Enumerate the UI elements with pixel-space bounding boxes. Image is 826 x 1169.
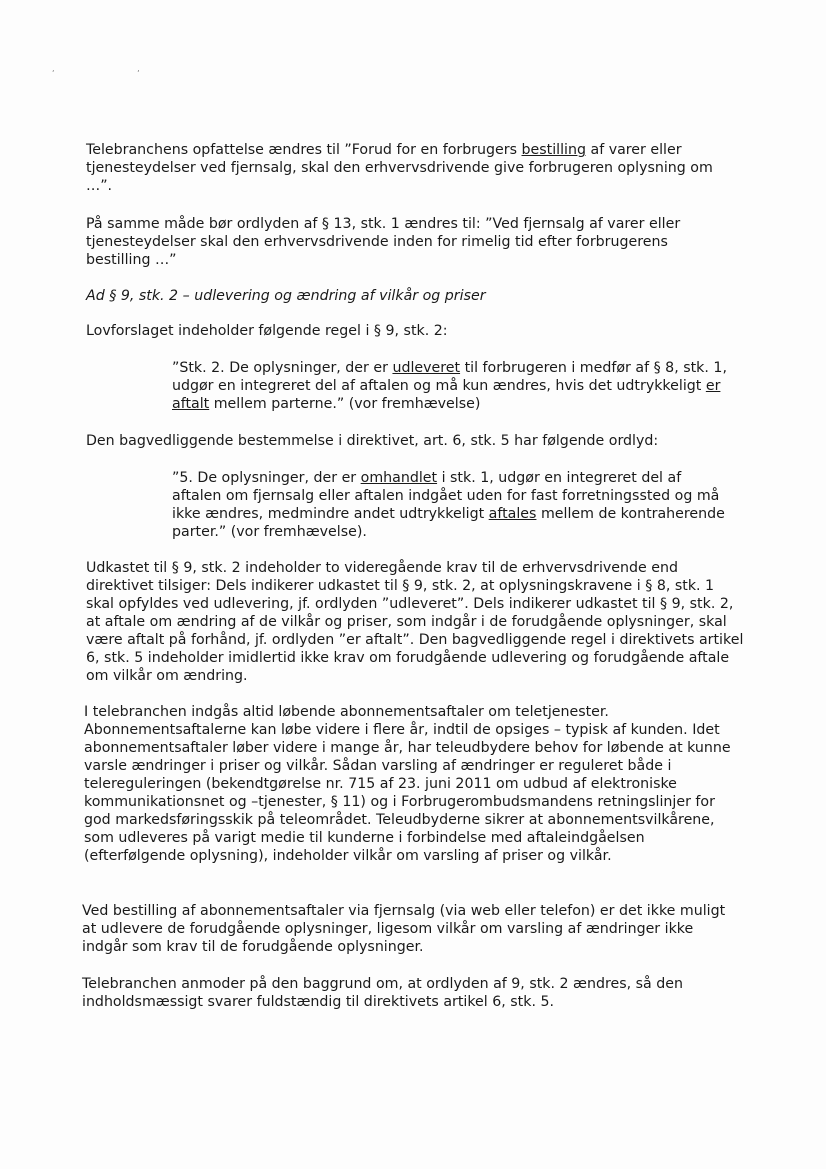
paragraph-anmodning: Telebranchen anmoder på den baggrund om, at ordlyden af 9, stk. 2 ændres, så den indholdsmæssigt svarer fuldstændig til direktivets artikel 6, stk. 5. — [82, 976, 683, 1010]
section-heading: Ad § 9, stk. 2 – udlevering og ændring af vilkår og priser — [86, 288, 486, 304]
quote-stk-2 — [172, 359, 727, 413]
text-run: ”5. De oplysninger, der er — [172, 470, 361, 486]
paragraph-udkastet: Udkastet til § 9, stk. 2 indeholder to videregående krav til de erhvervsdrivende end direktivet tilsiger: Dels indikerer udkastet til § 9, stk. 2, at oplysningskravene i § 8, stk. 1 skal opfyldes ved udlevering, jf. ordlyden ”udleveret”. Dels indikerer udkastet til § 9, stk. 2, at aftale om ændring af de vilkår og priser, som indgår i de forudgående oplysninger, skal være aftalt på forhånd, jf. ordlyden ”er aftalt”. Den bagvedliggende regel i direktivets artikel 6, stk. 5 indeholder imidlertid ikke krav om forudgående udlevering og forudgående aftale om vilkår om ændring. — [86, 560, 744, 684]
quote-art-6-stk-5 — [172, 469, 727, 541]
text-run: af varer eller tjenesteydelser ved fjernsalg, skal den erhvervsdrivende give forbrugeren oplysning om …”. — [86, 142, 713, 194]
text-run: mellem de kontraherende parter.” (vor fremhævelse). — [172, 506, 725, 540]
text-run: ”Stk. 2. De oplysninger, der er — [172, 360, 393, 376]
underlined-term: bestilling — [521, 142, 586, 158]
text-run: mellem parterne.” (vor fremhævelse) — [209, 396, 481, 412]
paragraph-bagvedliggende: Den bagvedliggende bestemmelse i direktivet, art. 6, stk. 5 har følgende ordlyd: — [86, 433, 659, 449]
underlined-term: omhandlet — [360, 470, 438, 486]
paragraph-telebranchen-abonnement: I telebranchen indgås altid løbende abonnementsaftaler om teletjenester. Abonnementsaftalerne kan løbe videre i flere år, indtil de opsiges – typisk af kunden. Idet abonnementsaftaler løber videre i mange år, har teleudbydere behov for løbende at kunne varsle ændringer i priser og vilkår. Sådan varsling af ændringer er reguleret både i telereguleringen (bekendtgørelse nr. 715 af 23. juni 2011 om udbud af elektroniske kommunikationsnet og –tjenester, § 11) og i Forbrugerombudsmandens retningslinjer for god markedsføringsskik på teleområdet. Teleudbyderne sikrer at abonnementsvilkårene, som udleveres på varigt medie til kunderne i forbindelse med aftaleindgåelsen (efterfølgende oplysning), indeholder vilkår om varsling af priser og vilkår. — [84, 704, 731, 864]
underlined-term: er aftalt — [172, 378, 721, 412]
paragraph-lovforslaget: Lovforslaget indeholder følgende regel i § 9, stk. 2: — [86, 323, 448, 339]
paragraph-forud-for — [86, 141, 736, 195]
text-run: i stk. 1, udgør en integreret del af aftalen om fjernsalg eller aftalen indgået uden for fast forretningssted og må ikke ændres, medmindre andet udtrykkeligt — [172, 470, 720, 522]
paragraph-section-13: På samme måde bør ordlyden af § 13, stk. 1 ændres til: ”Ved fjernsalg af varer eller tjenesteydelser skal den erhvervsdrivende inden for rimelig tid efter forbrugerens bestilling …” — [86, 216, 681, 268]
paragraph-fjernsalg-bestilling: Ved bestilling af abonnementsaftaler via fjernsalg (via web eller telefon) er det ikke muligt at udlevere de forudgående oplysninger, ligesom vilkår om varsling af ændringer ikke indgår som krav til de forudgående oplysninger. — [82, 903, 726, 955]
text-run: til forbrugeren i medfør af § 8, stk. 1, udgør en integreret del af aftalen og må kun ændres, hvis det udtrykkeligt — [172, 360, 727, 394]
scan-specks: , , — [52, 64, 180, 73]
text-run: Telebranchens opfattelse ændres til ”Forud for en forbrugers — [86, 142, 522, 158]
underlined-term: udleveret — [392, 360, 461, 376]
underlined-term: aftales — [488, 506, 537, 522]
